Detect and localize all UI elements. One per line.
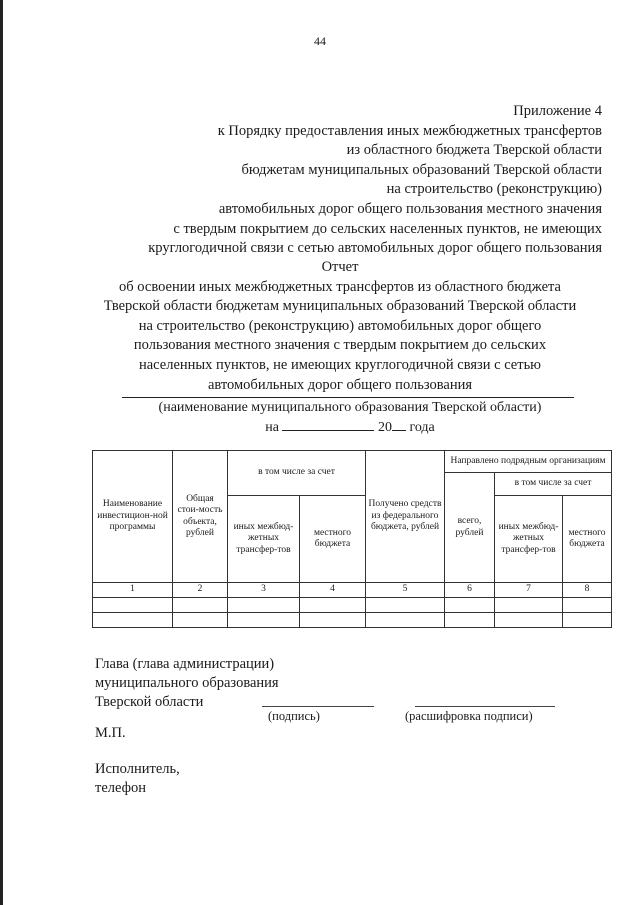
report-line: об освоении иных межбюджетных трансфертов из областного бюджета — [119, 278, 561, 295]
table-cell[interactable] — [495, 598, 563, 613]
table-cell[interactable] — [445, 598, 495, 613]
column-number: 5 — [366, 583, 445, 598]
org-name-caption: (наименование муниципального образования Тверской области) — [158, 400, 542, 415]
report-period — [60, 417, 640, 436]
decode-underline[interactable] — [415, 706, 555, 707]
table-cell[interactable] — [563, 613, 612, 628]
table-cell[interactable] — [93, 613, 173, 628]
report-line: Тверской области бюджетам муниципальных образований Тверской области — [103, 298, 577, 315]
table-cell[interactable] — [300, 613, 366, 628]
decode-caption: (расшифровка подписи) — [405, 709, 533, 723]
header-interbudget-transfers: иных межбюд-жетных трансфер-тов — [228, 496, 300, 583]
column-number: 1 — [93, 583, 173, 598]
stamp-place: М.П. — [95, 725, 126, 741]
table-cell[interactable] — [173, 613, 228, 628]
report-line: пользования местного значения с твердым покрытием до сельских — [133, 337, 547, 354]
column-number: 8 — [563, 583, 612, 598]
header-sent-including-group: в том числе за счет — [495, 473, 612, 496]
signature-line: муниципального образования — [95, 675, 279, 691]
header-sent-to-contractors: Направлено подрядным организациям — [445, 451, 612, 473]
table-cell[interactable] — [300, 598, 366, 613]
report-line: на строительство (реконструкцию) автомобильных дорог общего — [138, 317, 542, 334]
table-cell[interactable] — [563, 598, 612, 613]
column-number: 7 — [495, 583, 563, 598]
header-program-name: Наименование инвестицион-ной программы — [93, 451, 173, 583]
appendix-line: к Порядку предоставления иных межбюджетных трансфертов — [217, 122, 602, 139]
report-line: автомобильных дорог общего пользования — [207, 376, 473, 393]
signature-caption: (подпись) — [268, 709, 320, 723]
appendix-line: с твердым покрытием до сельских населенных пунктов, не имеющих — [173, 220, 602, 237]
period-blank[interactable] — [282, 417, 374, 431]
column-number: 2 — [173, 583, 228, 598]
table-row — [93, 613, 612, 628]
period-prefix: на — [265, 420, 279, 435]
column-number: 3 — [228, 583, 300, 598]
period-suffix: года — [409, 420, 435, 435]
executor-block — [95, 760, 180, 798]
executor-line: телефон — [95, 780, 147, 796]
period-year: 20 — [377, 420, 392, 435]
header-local-budget: местного бюджета — [300, 496, 366, 583]
appendix-header — [82, 102, 602, 259]
table-cell[interactable] — [93, 598, 173, 613]
table-cell[interactable] — [366, 598, 445, 613]
header-sent-local-budget: местного бюджета — [563, 496, 612, 583]
table-cell[interactable] — [228, 598, 300, 613]
appendix-line: автомобильных дорог общего пользования местного значения — [218, 200, 602, 217]
table-cell[interactable] — [173, 598, 228, 613]
appendix-line: на строительство (реконструкцию) — [386, 181, 602, 198]
column-number-row — [93, 583, 612, 598]
table-cell[interactable] — [366, 613, 445, 628]
executor-line: Исполнитель, — [95, 761, 180, 777]
org-name-underline — [122, 397, 574, 398]
signature-line: Тверской области — [95, 694, 204, 710]
signature-line: Глава (глава администрации) — [95, 656, 275, 672]
header-sent-interbudget-transfers: иных межбюд-жетных трансфер-тов — [495, 496, 563, 583]
appendix-line: бюджетам муниципальных образований Тверской области — [241, 161, 602, 178]
signature-block — [95, 655, 279, 712]
table-cell[interactable] — [445, 613, 495, 628]
report-heading — [60, 258, 620, 395]
header-sent-total: всего, рублей — [445, 473, 495, 583]
period-year-blank[interactable] — [392, 417, 406, 431]
report-line: населенных пунктов, не имеющих круглогодичной связи с сетью — [138, 356, 542, 373]
signature-underline[interactable] — [262, 706, 374, 707]
appendix-line: из областного бюджета Тверской области — [346, 142, 602, 159]
header-federal-funds: Получено средств из федерального бюджета, рублей — [366, 451, 445, 583]
appendix-line: Приложение 4 — [513, 103, 602, 119]
page-number: 44 — [314, 34, 326, 48]
column-number: 4 — [300, 583, 366, 598]
report-table — [92, 450, 612, 628]
header-including-group: в том числе за счет — [228, 451, 366, 496]
column-number: 6 — [445, 583, 495, 598]
header-total-cost: Общая стои-мость объекта, рублей — [173, 451, 228, 583]
scan-edge-line — [0, 0, 3, 905]
appendix-line: круглогодичной связи с сетью автомобильных дорог общего пользования — [148, 240, 602, 257]
table-row — [93, 598, 612, 613]
report-title: Отчет — [321, 259, 359, 275]
table-cell[interactable] — [228, 613, 300, 628]
table-cell[interactable] — [495, 613, 563, 628]
